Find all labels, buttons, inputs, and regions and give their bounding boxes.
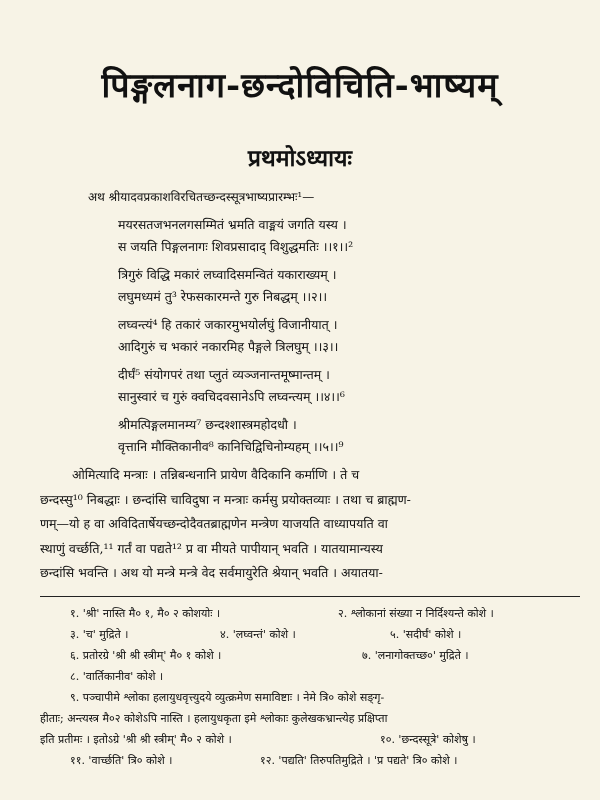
footnote: ४. 'लघ्वन्तं' कोशे । <box>220 628 296 641</box>
footnote: १०. 'छन्दस्सूत्रे' कोशेषु । <box>380 733 476 746</box>
footnote: ८. 'वार्तिकानीव' कोशे । <box>70 670 164 683</box>
commentary-line: णम्—यो ह वा अविदितार्षेयच्छन्दोदैवतब्राह्मणेन मन्त्रेण याजयति वाध्यापयति वा <box>40 516 388 531</box>
verse-block <box>118 214 588 458</box>
commentary-line: स्थाणुं वर्च्छति,¹¹ गर्तं वा पद्यते¹² प्र वा मीयते पापीयान् भवति । यातयामान्यस्य <box>40 540 383 556</box>
verse-line: त्रिगुरुं विद्धि मकारं लघ्वादिसमन्वितं यकाराख्यम् । <box>118 267 337 282</box>
page-title: पिङ्गलनाग-छन्दोविचिति-भाष्यम् <box>101 66 499 106</box>
footnote: २. श्लोकानां संख्या न निर्दिश्यन्ते कोशे । <box>338 607 494 620</box>
verse-line: श्रीमत्पिङ्गलमानम्य⁷ छन्दश्शास्त्रमहोदधौ । <box>118 417 297 432</box>
footnote: ६. प्रतोरग्रे 'श्री श्री स्त्रीम्' मै० १ कोशे । <box>70 649 222 662</box>
footnote: ९. पञ्चापीमे श्लोका हलायुधवृत्त्युदये व्युत्क्रमेण समाविष्टाः । नेमे त्रि० कोशे सङ्गृ- <box>70 691 385 704</box>
verse-line: लघुमध्यमं तु³ रेफसकारमन्ते गुरु निबद्धम् ।।२।। <box>118 289 328 304</box>
footnote: १. 'श्री' नास्ति मै० १, मै० २ कोशयोः । <box>70 607 221 620</box>
commentary-line: छन्दस्सु¹⁰ निबद्धाः । छन्दांसि चाविदुषा न मन्त्राः कर्मसु प्रयोक्तव्याः । तथा च ब्राह्मण- <box>40 491 411 507</box>
commentary-line: ओमित्यादि मन्त्राः । तन्निबन्धनानि प्रायेण वैदिकानि कर्माणि । ते च <box>72 467 360 482</box>
verse-line: वृत्तानि मौक्तिकानीव⁸ कानिचिद्विचिनोम्यहम् ।।५।।⁹ <box>118 439 344 454</box>
verse-line: आदिगुरुं च भकारं नकारमिह पैङ्गले त्रिलघुम् ।।३।। <box>118 339 339 354</box>
footnote: ११. 'वार्च्छति' त्रि० कोशे । <box>70 754 173 767</box>
footnote: हीताः; अन्त्यस्त्र मै०२ कोशेऽपि नास्ति । हलायुधकृता इमे श्लोकाः कुलेखकभ्रान्त्येह प्रक्षिप्ता <box>40 712 388 725</box>
footnotes <box>40 603 585 771</box>
chapter-heading: प्रथमोऽध्यायः <box>247 145 353 172</box>
footnote: ७. 'लनागोक्तच्छ०' मुद्रिते । <box>362 649 469 662</box>
verse-line: सानुस्वारं च गुरुं क्वचिदवसानेऽपि लघ्वन्त्यम् ।।४।।⁶ <box>118 389 345 404</box>
footnote: इति प्रतीमः । इतोऽग्रे 'श्री श्री स्त्रीम्' मै० २ कोशे । <box>40 733 232 746</box>
footnote: १२. 'पद्यति' तिरुपतिमुद्रिते । 'प्र पद्यते' त्रि० कोशे । <box>260 754 458 767</box>
verse-line: लघ्वन्त्यं⁴ हि तकारं जकारमुभयोर्लघुं विजानीयात् । <box>118 317 338 332</box>
footnote-divider <box>40 596 580 597</box>
verse-line: मयरसतजभनलगसम्मितं भ्रमति वाङ्मयं जगति यस्य । <box>118 217 347 232</box>
verse-line: दीर्घं⁵ संयोगपरं तथा प्लुतं व्यञ्जनान्तमूष्मान्तम् । <box>118 367 330 382</box>
commentary-paragraph <box>40 463 572 586</box>
verse-line: स जयति पिङ्गलनागः शिवप्रसादाद् विशुद्धमतिः ।।१।।² <box>118 239 354 254</box>
footnote: ३. 'च' मुद्रिते । <box>70 628 129 641</box>
intro-line: अथ श्रीयादवप्रकाशविरचितच्छन्दस्सूत्रभाष्यप्रारम्भः¹— <box>88 190 315 204</box>
footnote: ५. 'सदीर्घं' कोशे । <box>390 628 462 641</box>
commentary-line: छन्दांसि भवन्ति । अथ यो मन्त्रे मन्त्रे वेद सर्वमायुरेति श्रेयान् भवति । अयातया- <box>40 565 383 580</box>
